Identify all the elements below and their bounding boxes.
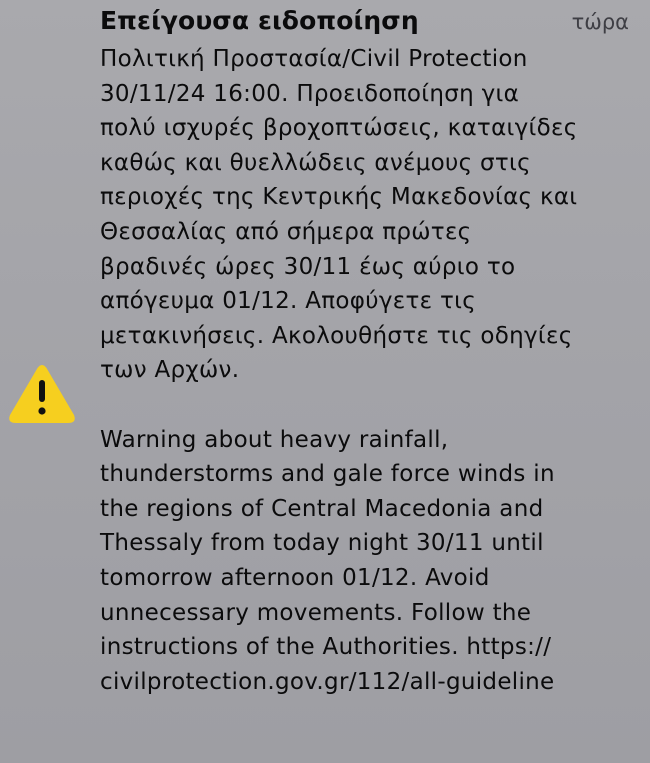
message-line: Πολιτική Προστασία/Civil Protection (100, 46, 528, 72)
message-line: Thessaly from today night 30/11 until (100, 530, 544, 557)
alert-timestamp: τώρα (571, 10, 629, 34)
message-line: Θεσσαλίας από σήμερα πρώτες (100, 218, 472, 245)
message-line: περιοχές της Κεντρικής Μακεδονίας και (100, 184, 578, 211)
message-line: πολύ ισχυρές βροχοπτώσεις, καταιγίδες (100, 115, 578, 142)
message-line: καθώς και θυελλώδεις ανέμους στις (100, 149, 531, 176)
message-line: unnecessary movements. Follow the (100, 599, 532, 626)
message-line: the regions of Central Macedonia and (100, 495, 544, 522)
message-line: μετακινήσεις. Ακολουθήστε τις οδηγίες (100, 322, 573, 349)
warning-triangle-icon (7, 363, 77, 425)
paragraph-gap (100, 388, 630, 423)
message-line: 30/11/24 16:00. Προειδοποίηση για (100, 80, 520, 107)
message-line: instructions of the Authorities. https:// (100, 634, 552, 661)
message-line: Warning about heavy rainfall, (100, 426, 449, 453)
alert-message (100, 42, 630, 699)
message-line: tomorrow afternoon 01/12. Avoid (100, 564, 490, 591)
alert-title: Επείγουσα ειδοποίηση (100, 6, 419, 35)
message-line: των Αρχών. (100, 357, 240, 384)
message-line: απόγευμα 01/12. Αποφύγετε τις (100, 288, 477, 315)
alert-link[interactable]: civilprotection.gov.gr/112/all-guideline (100, 668, 555, 695)
message-line: thunderstorms and gale force winds in (100, 461, 555, 488)
message-line: βραδινές ώρες 30/11 έως αύριο το (100, 253, 516, 280)
